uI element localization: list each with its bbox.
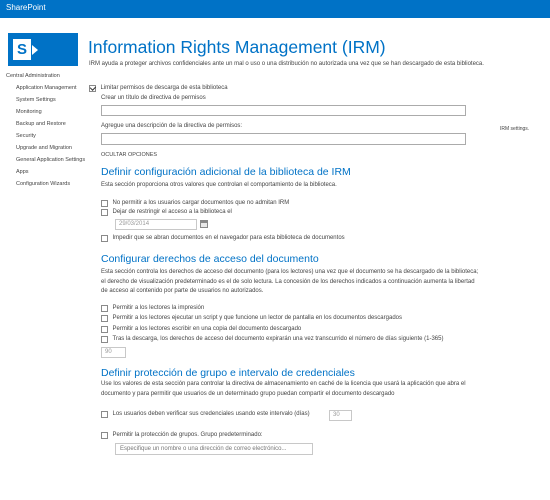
expire-access-checkbox[interactable] xyxy=(101,336,108,343)
access-rights-heading: Configurar derechos de acceso del documento xyxy=(101,253,319,265)
expire-days-input[interactable]: 90 xyxy=(101,347,126,358)
block-non-irm-upload-checkbox[interactable] xyxy=(101,200,108,207)
block-browser-open-checkbox[interactable] xyxy=(101,235,108,242)
hide-options-link[interactable]: OCULTAR OPCIONES xyxy=(101,152,158,158)
allow-write-copy-label: Permitir a los lectores escribir en una copia del documento descargado xyxy=(112,326,302,333)
verify-credentials-label: Los usuarios deben verificar sus credenciales usando este intervalo (días) xyxy=(112,411,310,418)
stop-restricting-date-input[interactable]: 29/03/2014 xyxy=(115,219,197,230)
nav-item-upgrade-and-migration[interactable]: Upgrade and Migration xyxy=(16,145,72,151)
sharepoint-logo[interactable] xyxy=(8,33,78,66)
group-protection-row[interactable] xyxy=(101,432,263,439)
library-option-row[interactable] xyxy=(101,235,345,242)
verify-credentials-checkbox[interactable] xyxy=(101,411,108,418)
access-option-row[interactable] xyxy=(101,315,402,322)
library-option-row[interactable] xyxy=(101,200,289,207)
library-settings-description: Esta sección proporciona otros valores que controlan el comportamiento de la biblioteca. xyxy=(101,182,337,188)
allow-script-label: Permitir a los lectores ejecutar un script y que funcione un lector de pantalla en los documentos descargados xyxy=(112,315,402,322)
logo-arrow-icon xyxy=(32,45,38,55)
nav-item-application-management[interactable]: Application Management xyxy=(16,85,77,91)
sharepoint-brand-link[interactable]: SharePoint xyxy=(6,3,46,12)
stop-restricting-label: Dejar de restringir el acceso a la biblioteca el xyxy=(112,209,232,216)
access-rights-description: Esta sección controla los derechos de acceso del documento (para los lectores) una vez que el documento se ha descargado de la biblioteca; el derecho de visualización predeterminado es el de solo lectura. La concesión de los derechos indicados a continuación aumenta la libertad de acceso al contenido por parte de usuarios no autorizados. xyxy=(101,269,479,294)
block-non-irm-upload-label: No permitir a los usuarios cargar documentos que no admitan IRM xyxy=(112,200,290,207)
library-option-row[interactable] xyxy=(101,209,232,216)
policy-title-input[interactable] xyxy=(101,105,466,116)
allow-script-checkbox[interactable] xyxy=(101,315,108,322)
verify-credentials-row[interactable] xyxy=(101,411,310,418)
nav-item-configuration-wizards[interactable]: Configuration Wizards xyxy=(16,181,71,187)
group-protection-heading: Definir protección de grupo e intervalo de credenciales xyxy=(101,367,355,379)
page-title: Information Rights Management (IRM) xyxy=(88,37,386,57)
restrict-download-checkbox[interactable] xyxy=(89,85,96,92)
nav-item-apps[interactable]: Apps xyxy=(16,169,29,175)
stop-restricting-checkbox[interactable] xyxy=(101,209,108,216)
policy-title-label: Crear un título de directiva de permisos xyxy=(101,95,206,101)
nav-item-system-settings[interactable]: System Settings xyxy=(16,97,56,103)
nav-item-backup-and-restore[interactable]: Backup and Restore xyxy=(16,121,66,127)
group-protection-description: Use los valores de esta sección para controlar la directiva de almacenamiento en caché de la licencia que usará la aplicación que abra el documento y para permitir que usuarios de un determinado grupo puedan compartir el documento descargado xyxy=(101,381,466,397)
policy-description-label: Agregue una descripción de la directiva de permisos: xyxy=(101,123,243,129)
nav-item-general-application-settings[interactable]: General Application Settings xyxy=(16,157,86,163)
policy-description-input[interactable] xyxy=(101,133,466,145)
restrict-download-checkbox-row[interactable] xyxy=(89,85,228,92)
suite-bar xyxy=(0,0,550,18)
expire-access-label: Tras la descarga, los derechos de acceso del documento expirarán una vez transcurrido el número de días siguiente (1-365) xyxy=(112,336,444,343)
logo-letter: S xyxy=(13,39,31,60)
library-settings-heading: Definir configuración adicional de la biblioteca de IRM xyxy=(101,166,351,178)
credential-interval-input[interactable]: 30 xyxy=(329,410,352,421)
calendar-icon[interactable] xyxy=(200,220,208,228)
access-option-row[interactable] xyxy=(101,336,443,343)
irm-settings-note: IRM settings. xyxy=(500,126,530,132)
access-option-row[interactable] xyxy=(101,305,204,312)
restrict-download-label: Limitar permisos de descarga de esta biblioteca xyxy=(100,85,228,92)
group-protection-checkbox[interactable] xyxy=(101,432,108,439)
allow-write-copy-checkbox[interactable] xyxy=(101,326,108,333)
access-option-row[interactable] xyxy=(101,326,301,333)
left-navigation xyxy=(16,85,90,193)
nav-item-monitoring[interactable]: Monitoring xyxy=(16,109,42,115)
nav-item-security[interactable]: Security xyxy=(16,133,36,139)
default-group-input[interactable]: Especifique un nombre o una dirección de correo electrónico... xyxy=(115,443,313,455)
allow-print-checkbox[interactable] xyxy=(101,305,108,312)
group-protection-label: Permitir la protección de grupos. Grupo predeterminado: xyxy=(112,432,263,439)
nav-root-central-administration[interactable]: Central Administration xyxy=(6,73,60,79)
allow-print-label: Permitir a los lectores la impresión xyxy=(112,305,205,312)
block-browser-open-label: Impedir que se abran documentos en el navegador para esta biblioteca de documentos xyxy=(112,235,345,242)
page-intro: IRM ayuda a proteger archivos confidenciales ante un mal o uso o una distribución no autorizada una vez que se han descargado de esta biblioteca. xyxy=(89,61,484,67)
